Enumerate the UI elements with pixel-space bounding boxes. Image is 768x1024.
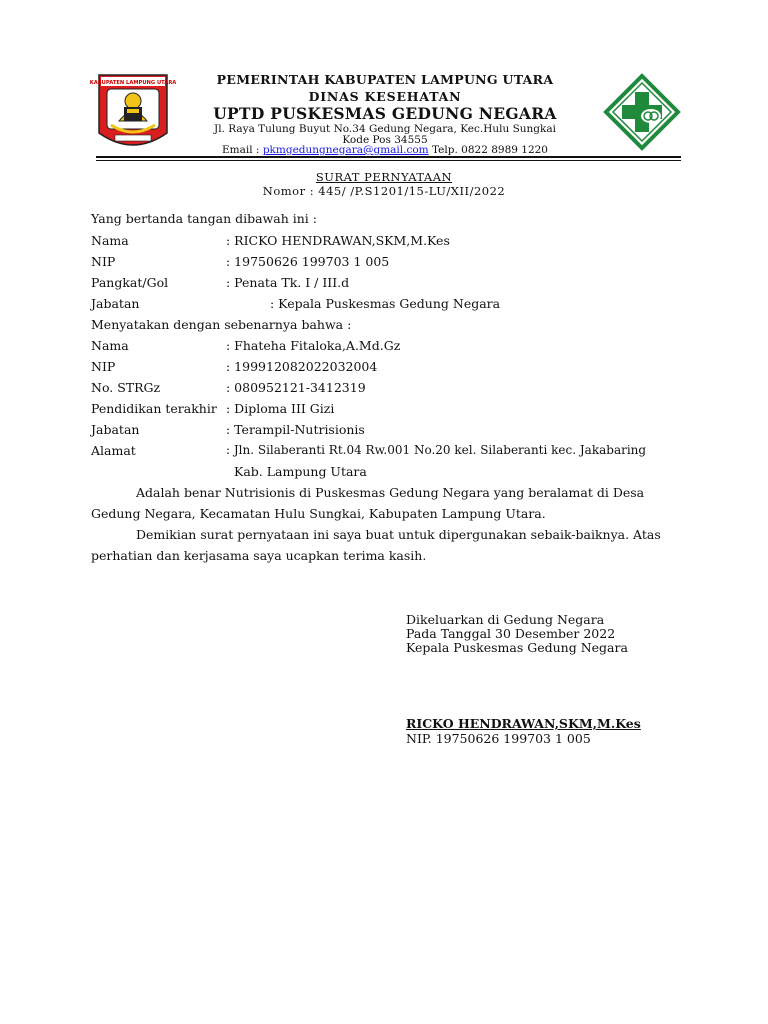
document-title: SURAT PERNYATAAN [315, 170, 453, 184]
puskesmas-logo-icon [604, 74, 680, 150]
signer-nip-value: : 19750626 199703 1 005 [226, 254, 390, 269]
letterhead-rule-thick [96, 156, 681, 158]
subject-nip-label: NIP [91, 359, 116, 374]
subject-address-label: Alamat [91, 443, 136, 458]
signer-name: RICKO HENDRAWAN,SKM,M.Kes [406, 716, 641, 731]
issued-place: Dikeluarkan di Gedung Negara [406, 612, 605, 627]
subject-name-label: Nama [91, 338, 129, 353]
letterhead-contact [180, 144, 590, 156]
issued-date: Pada Tanggal 30 Desember 2022 [406, 626, 616, 641]
subject-position-label: Jabatan [91, 422, 140, 437]
signer-nip: NIP. 19750626 199703 1 005 [406, 731, 591, 746]
subject-address-continuation: Kab. Lampung Utara [234, 464, 367, 479]
statement-paragraph: Adalah benar Nutrisionis di Puskesmas Gedung Negara yang beralamat di Desa Gedung Negara, Kecamatan Hulu Sungkai, Kabupaten Lampung Utara. [91, 485, 645, 521]
subject-nip-value: : 199912082022032004 [226, 359, 378, 374]
email-link[interactable]: pkmgedungnegara@gmail.com [262, 144, 429, 156]
regency-emblem-icon [89, 73, 177, 155]
subject-name-value: : Fhateha Fitaloka,A.Md.Gz [226, 338, 401, 353]
subject-str-value: : 080952121-3412319 [226, 380, 366, 395]
email-label: Email : [222, 144, 263, 156]
letterhead-government: PEMERINTAH KABUPATEN LAMPUNG UTARA [216, 72, 554, 87]
subject-education-value: : Diploma III Gizi [226, 401, 335, 416]
signer-position-value: : Kepala Puskesmas Gedung Negara [270, 296, 501, 311]
subject-position-value: : Terampil-Nutrisionis [226, 422, 365, 437]
subject-address-value: : Jln. Silaberanti Rt.04 Rw.001 No.20 kel. Silaberanti kec. Jakabaring [226, 443, 647, 457]
signer-name-label: Nama [91, 233, 129, 248]
signer-rank-value: : Penata Tk. I / III.d [226, 275, 350, 290]
signer-name-value: : RICKO HENDRAWAN,SKM,M.Kes [226, 233, 450, 248]
signer-rank-label: Pangkat/Gol [91, 275, 169, 290]
svg-text:KABUPATEN LAMPUNG UTARA: KABUPATEN LAMPUNG UTARA [89, 80, 177, 86]
intro-text: Yang bertanda tangan dibawah ini : [91, 211, 317, 226]
document-number: Nomor : 445/ /P.S1201/15-LU/XII/2022 [262, 184, 506, 198]
letterhead-rule-thin [96, 160, 681, 161]
letterhead-address: Jl. Raya Tulung Buyut No.34 Gedung Negara, Kec.Hulu Sungkai [213, 123, 556, 135]
letterhead-institution: UPTD PUSKESMAS GEDUNG NEGARA [213, 104, 557, 123]
letterhead-department: DINAS KESEHATAN [308, 89, 462, 104]
signer-position-label: Jabatan [91, 296, 140, 311]
subject-str-label: No. STRGz [91, 380, 161, 395]
letterhead-postal: Kode Pos 34555 [342, 134, 428, 146]
signer-position: Kepala Puskesmas Gedung Negara [406, 640, 628, 655]
closing-paragraph: Demikian surat pernyataan ini saya buat untuk dipergunakan sebaik-baiknya. Atas perhatian dan kerjasama saya ucapkan terima kasih. [91, 527, 661, 563]
signer-nip-label: NIP [91, 254, 116, 269]
subject-education-label: Pendidikan terakhir [91, 401, 217, 416]
declaration-text: Menyatakan dengan sebenarnya bahwa : [91, 317, 352, 332]
phone-text: Telp. 0822 8989 1220 [428, 144, 548, 156]
